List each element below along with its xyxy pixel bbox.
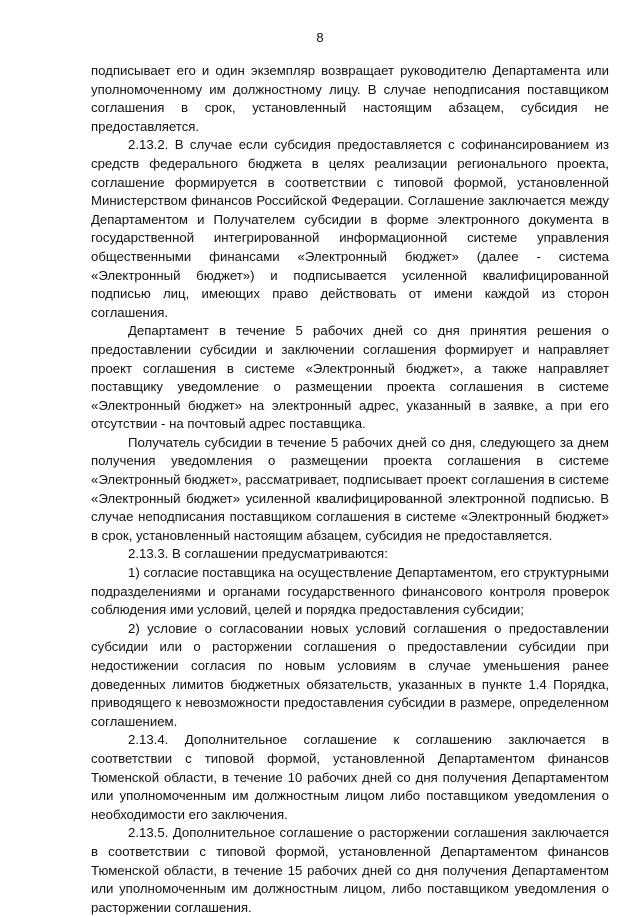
list-item-1: 1) согласие поставщика на осуществление Департаментом, его структурными подразделениями и органами государственного финансового контроля проверок соблюдения ими условий, целей и порядка предоставления субсидии; [91,565,609,618]
paragraph-recipient-deadline: Получатель субсидии в течение 5 рабочих дней со дня, следующего за днем получения уведомления о размещении проекта соглашения в системе «Электронный бюджет», рассматривает, подписывает проект соглашения в системе «Электронный бюджет» усиленной квалифицированной электронной подписью. В случае неподписания поставщиком соглашения в системе «Электронный бюджет» в срок, установленный настоящим абзацем, субсидия не предоставляется. [91,434,609,543]
paragraph-department-deadline: Департамент в течение 5 рабочих дней со дня принятия решения о предоставлении субсидии и заключении соглашения формирует и направляет проект соглашения в системе «Электронный бюджет», а также направляет поставщику уведомление о размещении проекта соглашения в системе «Электронный бюджет» на электронный адрес, указанный в заявке, а при его отсутствии - на почтовый адрес поставщика. [91,323,609,432]
list-item-2: 2) условие о согласовании новых условий соглашения о предоставлении субсидии или о расторжении соглашения о предоставлении субсидии при недостижении согласия по новым условиям в случае уменьшения ранее доведенных лимитов бюджетных обязательств, указанных в пункте 1.4 Порядка, приводящего к невозможности предоставления субсидии в размере, определенном соглашением. [91,620,609,729]
paragraph-2-13-5: 2.13.5. Дополнительное соглашение о расторжении соглашения заключается в соответствии с типовой формой, установленной Департаментом финансов Тюменской области, в течение 15 рабочих дней со дня получения Департаментом или уполномоченным им должностным лицом, либо поставщиком уведомления о расторжении соглашения. [91,825,609,915]
paragraph-2-13-4: 2.13.4. Дополнительное соглашение к соглашению заключается в соответствии с типовой формой, установленной Департаментом финансов Тюменской области, в течение 10 рабочих дней со дня получения Департаментом или уполномоченным им должностным лицом либо поставщиком уведомления о необходимости его заключения. [91,732,609,822]
paragraph-1: подписывает его и один экземпляр возвращает руководителю Департамента или уполномоченному им должностному лицу. В случае неподписания поставщиком соглашения в срок, установленный настоящим абзацем, субсидия не предоставляется. [91,63,609,134]
page-number: 8 [316,30,324,45]
document-body [91,62,609,917]
paragraph-2-13-2: 2.13.2. В случае если субсидия предоставляется с софинансированием из средств федерального бюджета в целях реализации регионального проекта, соглашение формируется в соответствии с типовой формой, установленной Министерством финансов Российской Федерации. Соглашение заключается между Департаментом и Получателем субсидии в форме электронного документа в государственной интегрированной информационной системе управления общественными финансами «Электронный бюджет» (далее - система «Электронный бюджет») и подписывается усиленной квалифицированной подписью лиц, имеющих право действовать от имени каждой из сторон соглашения. [91,137,609,320]
paragraph-2-13-3: 2.13.3. В соглашении предусматриваются: [128,546,388,562]
